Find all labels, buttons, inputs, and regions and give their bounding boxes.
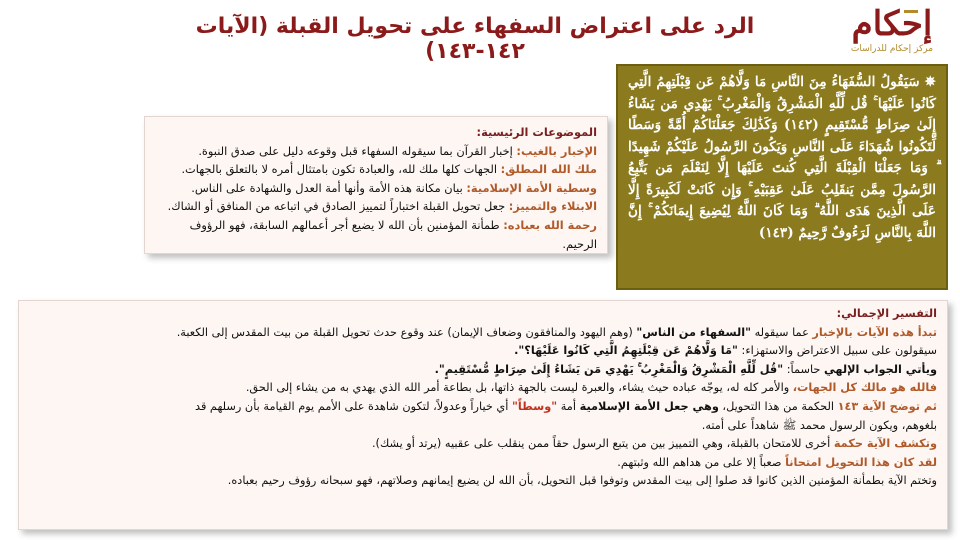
topic-text: الجهات كلها ملك لله، والعبادة تكون بامتثال أمره لا بالتعلق بالجهات. (181, 162, 497, 177)
topics-box (144, 116, 608, 254)
topic-key: ملك الله المطلق: (500, 162, 597, 177)
tafsir-text: سيقولون على سبيل الاعتراض والاستهزاء: (737, 344, 937, 358)
topics-heading: الموضوعات الرئيسية: (476, 125, 597, 139)
tafsir-quote: "قُل لِّلَّهِ الْمَشْرِقُ وَالْمَغْرِبُ ۚ يَهْدِي مَن يَشَاءُ إِلَىٰ صِرَاطٍ مُّسْتَقِيمٍ". (434, 362, 784, 376)
topic-text: إخبار القرآن بما سيقوله السفهاء قبل وقوعه دليل على صدق النبوة. (198, 143, 513, 158)
topic-text: جعل تحويل القبلة اختباراً لتمييز الصادق في اتباعه من المنافق أو الشاك. (167, 199, 506, 214)
topic-key: الإخبار بالغيب: (516, 143, 597, 158)
tafsir-text: بلغوهم، ويكون الرسول محمد ﷺ شاهداً على أمته. (701, 418, 937, 432)
topic-item (155, 142, 597, 161)
tafsir-text: أي خياراً وعدولاً، لتكون شاهدة على الأمم يوم القيامة بأن رسلهم قد (195, 399, 512, 413)
header-bar (0, 0, 960, 64)
tafsir-emphasis: ثم توضح الآية ١٤٣ (837, 399, 937, 413)
topic-item (155, 179, 597, 198)
tafsir-emphasis: وتكشف الآية حكمة (833, 437, 937, 451)
tafsir-emphasis: فالله هو مالك كل الجهات، (792, 381, 937, 395)
tafsir-text: عما سيقوله (750, 325, 813, 339)
tafsir-text: الحكمة من هذا التحويل، (718, 399, 838, 413)
verses-text: ✵ سَيَقُولُ السُّفَهَاءُ مِنَ النَّاسِ مَا وَلَّاهُمْ عَن قِبْلَتِهِمُ الَّتِي كَانُوا عَلَيْهَا ۚ قُل لِّلَّهِ الْمَشْرِقُ وَالْمَغْرِبُ ۚ يَهْدِي مَن يَشَاءُ إِلَىٰ صِرَاطٍ مُّسْتَقِيمٍ (١٤٢) وَكَذَٰلِكَ جَعَلْنَاكُمْ أُمَّةً وَسَطًا لِّتَكُونُوا شُهَدَاءَ عَلَى النَّاسِ وَيَكُونَ الرَّسُولُ عَلَيْكُمْ شَهِيدًا ۗ وَمَا جَعَلْنَا الْقِبْلَةَ الَّتِي كُنتَ عَلَيْهَا إِلَّا لِنَعْلَمَ مَن يَتَّبِعُ الرَّسُولَ مِمَّن يَنقَلِبُ عَلَىٰ عَقِبَيْهِ ۚ وَإِن كَانَتْ لَكَبِيرَةً إِلَّا عَلَى الَّذِينَ هَدَى اللَّهُ ۗ وَمَا كَانَ اللَّهُ لِيُضِيعَ إِيمَانَكُمْ ۚ إِنَّ اللَّهَ بِالنَّاسِ لَرَءُوفٌ رَّحِيمٌ (١٤٣) (628, 74, 937, 241)
tafsir-text: صعباً إلا على من هداهم الله وثبتهم. (617, 455, 786, 469)
tafsir-text: أخرى للامتحان بالقبلة، وهي التمييز بين من يتبع الرسول حقاً ممن ينقلب على عقبيه (يرتد أو يشك). (371, 437, 834, 451)
tafsir-box (18, 300, 948, 530)
tafsir-heading: التفسير الإجمالي: (836, 307, 937, 320)
tafsir-text: والأمر كله له، يوجّه عباده حيث يشاء، والعبرة ليست بالجهة ذاتها، بل بطاعة أمر الله الذي يهدي به من يشاء إلى الحق. (245, 381, 793, 395)
tafsir-line (29, 435, 937, 454)
tafsir-quote: "مَا وَلَّاهُمْ عَن قِبْلَتِهِمُ الَّتِي كَانُوا عَلَيْهَا؟". (514, 344, 738, 358)
topic-item (155, 197, 597, 216)
tafsir-text: حاسماً: (783, 362, 824, 376)
tafsir-emphasis: لقد كان هذا التحويل امتحاناً (785, 455, 937, 469)
tafsir-line (29, 417, 937, 436)
topic-text: بيان مكانة هذه الأمة وأنها أمة العدل والشهادة على الناس. (191, 180, 463, 195)
tafsir-line (29, 324, 937, 343)
tafsir-line (29, 379, 937, 398)
tafsir-highlight: "وسطاً" (512, 399, 558, 413)
tafsir-text: (وهم اليهود والمنافقون وضعاف الإيمان) عند وقوع حدث تحويل القبلة من بيت المقدس إلى الكعبة. (176, 325, 637, 339)
topic-key: رحمة الله بعباده: (503, 217, 597, 232)
tafsir-emphasis: ويأتي الجواب الإلهي (823, 362, 937, 376)
logo (832, 4, 952, 58)
tafsir-quote: "السفهاء من الناس" (636, 325, 751, 339)
tafsir-line (29, 361, 937, 380)
page-title: الرد على اعتراض السفهاء على تحويل القبلة (الآيات ١٤٢-١٤٣) (195, 14, 755, 64)
topic-item (155, 216, 597, 253)
logo-subtitle: مركز إحكام للدراسات (850, 44, 934, 54)
tafsir-line (29, 342, 937, 361)
topic-key: الابتلاء والتمييز: (508, 199, 597, 214)
tafsir-emphasis: تبدأ هذه الآيات بالإخبار (812, 325, 937, 339)
topic-item (155, 160, 597, 179)
tafsir-text: أمة (557, 399, 580, 413)
logo-text: إحكام (851, 4, 933, 44)
tafsir-line (29, 472, 937, 491)
tafsir-text: وتختم الآية بطمأنة المؤمنين الذين كانوا قد صلوا إلى بيت المقدس وتوفوا قبل التحويل، بأن الله لن يضيع إيمانهم وصلاتهم، فهو سبحانه رؤوف رحيم بعباده. (227, 474, 937, 488)
tafsir-line (29, 454, 937, 473)
logo-crown-icon (904, 10, 918, 21)
topic-key: وسطية الأمة الإسلامية: (466, 180, 597, 195)
tafsir-line (29, 398, 937, 417)
topic-text: طمأنة المؤمنين بأن الله لا يضيع أجر أعمالهم السابقة، فهو الرؤوف الرحيم. (189, 217, 597, 251)
tafsir-emphasis: وهي جعل الأمة الإسلامية (579, 399, 719, 413)
verses-box (616, 64, 948, 290)
